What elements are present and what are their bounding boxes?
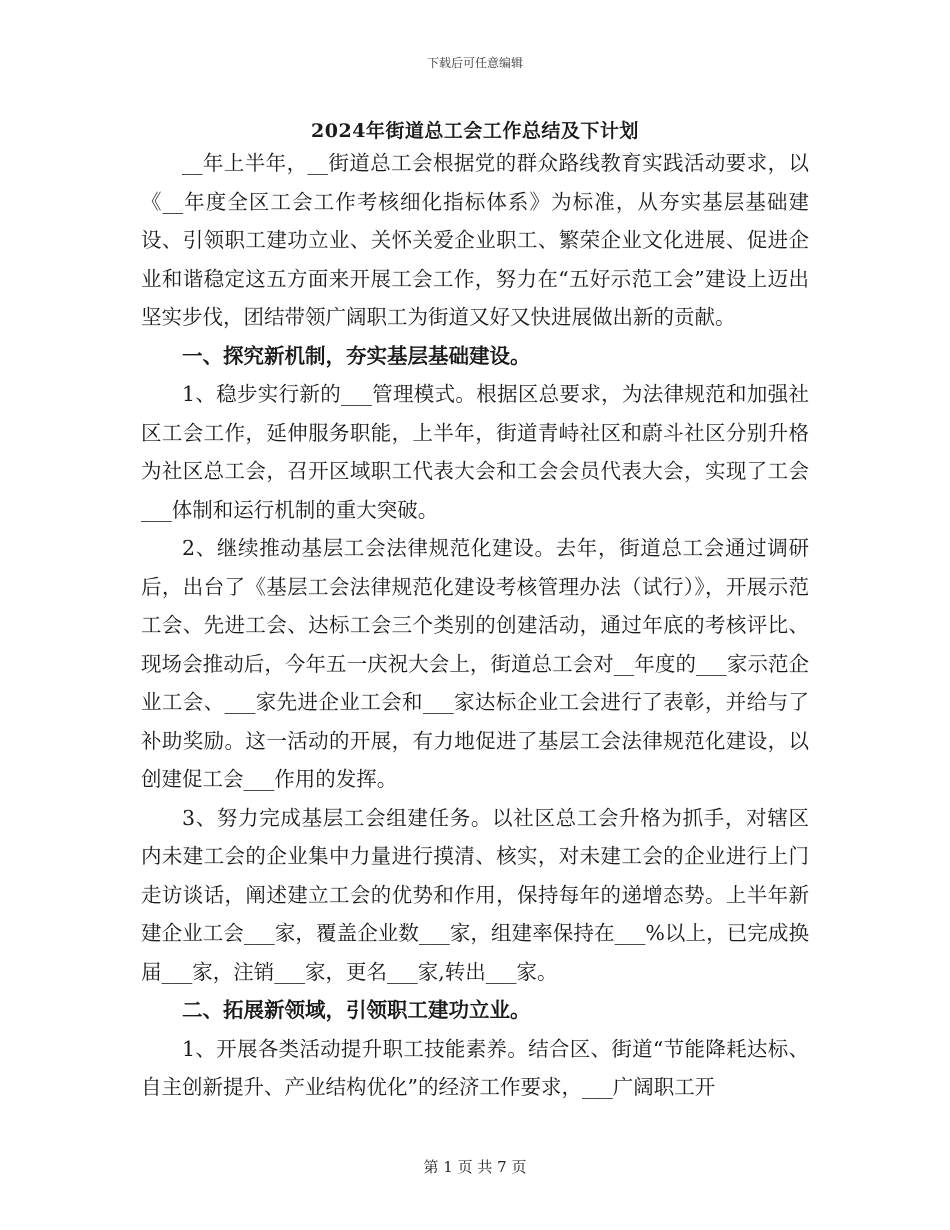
page-footer: 第 1 页 共 7 页 [423, 1158, 527, 1176]
header-note: 下载后可任意编辑 [426, 56, 523, 70]
section-heading-1: 一、探究新机制，夯实基层基础建设。 [182, 343, 531, 368]
paragraph-intro: __年上半年，__街道总工会根据党的群众路线教育实践活动要求，以《__年度全区工会工作考核细化指标体系》为标准，从夯实基层基础建设、引领职工建功立业、关怀关爱企业职工、繁荣企业文化进展、促进企业和谐稳定这五方面来开展工会工作，努力在“五好示范工会”建设上迈出坚实步伐，团结带领广阔职工为街道又好又快进展做出新的贡献。 [141, 151, 809, 329]
document-title: 2024年街道总工会工作总结及下计划 [311, 120, 639, 142]
document-body [141, 144, 809, 1107]
paragraph-2-1: 1、开展各类活动提升职工技能素养。结合区、街道“节能降耗达标、自主创新提升、产业结构优化”的经济工作要求，___广阔职工开 [141, 1036, 809, 1099]
paragraph-1-3: 3、努力完成基层工会组建任务。以社区总工会升格为抓手，对辖区内未建工会的企业集中力量进行摸清、核实，对未建工会的企业进行上门走访谈话，阐述建立工会的优势和作用，保持每年的递增态势。上半年新建企业工会___家，覆盖企业数___家，组建率保持在___%以上，已完成换届___家，注销___家，更名___家,转出___家。 [141, 805, 809, 984]
paragraph-1-2: 2、继续推动基层工会法律规范化建设。去年，街道总工会通过调研后，出台了《基层工会法律规范化建设考核管理办法（试行）》，开展示范工会、先进工会、达标工会三个类别的创建活动，通过年底的考核评比、现场会推动后，今年五一庆祝大会上，街道总工会对__年度的___家示范企业工会、___家先进企业工会和___家达标企业工会进行了表彰，并给与了补助奖励。这一活动的开展，有力地促进了基层工会法律规范化建设，以创建促工会___作用的发挥。 [141, 536, 809, 791]
section-heading-2: 二、拓展新领域，引领职工建功立业。 [182, 998, 531, 1022]
paragraph-1-1: 1、稳步实行新的___管理模式。根据区总要求，为法律规范和加强社区工会工作，延伸服务职能，上半年，街道青峙社区和蔚斗社区分别升格为社区总工会，召开区域职工代表大会和工会会员代表大会，实现了工会___体制和运行机制的重大突破。 [141, 382, 809, 522]
